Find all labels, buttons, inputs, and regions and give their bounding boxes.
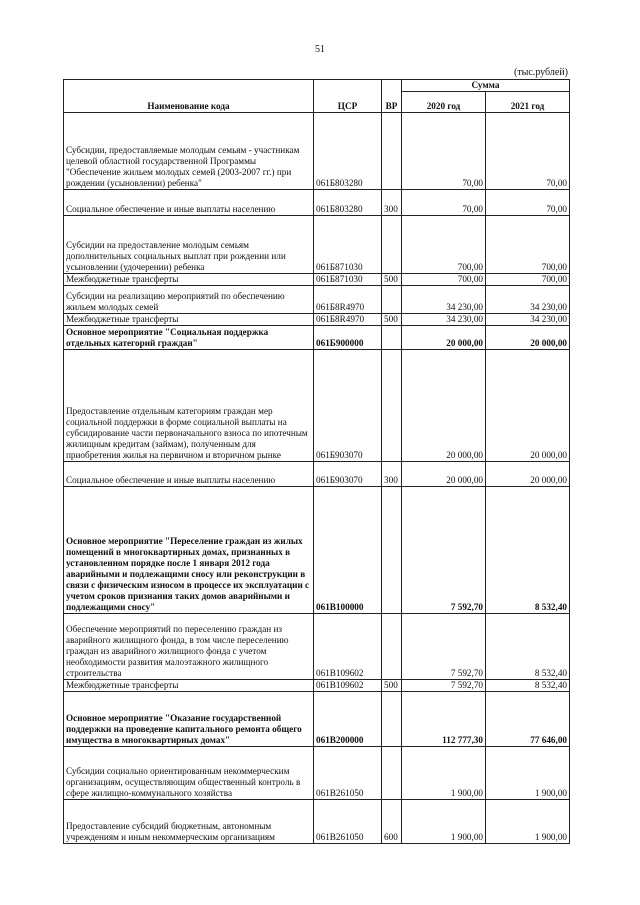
name-cell: Субсидии на реализацию мероприятий по обеспечению жильем молодых семей — [64, 286, 314, 314]
table-row — [64, 614, 570, 680]
amount-2021-cell: 70,00 — [486, 190, 570, 216]
name-cell: Основное мероприятие "Оказание государственной поддержки на проведение капитального ремонта общего имущества в многоквартирных домах" — [64, 692, 314, 747]
vr-cell: 300 — [382, 190, 402, 216]
amount-2020-cell: 112 777,30 — [402, 692, 486, 747]
amount-2020-cell: 20 000,00 — [402, 326, 486, 350]
amount-2020-cell: 34 230,00 — [402, 314, 486, 326]
amount-2021-cell: 20 000,00 — [486, 350, 570, 462]
amount-2021-cell: 34 230,00 — [486, 314, 570, 326]
amount-2020-cell: 700,00 — [402, 216, 486, 274]
table-row — [64, 692, 570, 747]
table-row — [64, 314, 570, 326]
amount-2021-cell: 8 532,40 — [486, 487, 570, 614]
amount-2020-cell: 70,00 — [402, 190, 486, 216]
units-label: (тыс.рублей) — [513, 67, 568, 78]
vr-cell — [382, 326, 402, 350]
amount-2021-cell: 34 230,00 — [486, 286, 570, 314]
amount-2021-cell: 20 000,00 — [486, 326, 570, 350]
vr-cell — [382, 747, 402, 800]
table-row — [64, 274, 570, 286]
name-cell: Субсидии на предоставление молодым семьям дополнительных социальных выплат при рождении или усыновлении (удочерении) ребенка — [64, 216, 314, 274]
vr-cell: 500 — [382, 314, 402, 326]
amount-2020-cell: 700,00 — [402, 274, 486, 286]
amount-2020-cell: 7 592,70 — [402, 614, 486, 680]
table-row — [64, 190, 570, 216]
amount-2021-cell: 77 646,00 — [486, 692, 570, 747]
vr-cell: 500 — [382, 274, 402, 286]
amount-2021-cell: 20 000,00 — [486, 462, 570, 487]
csr-cell: 061В109602 — [314, 614, 382, 680]
name-cell: Межбюджетные трансферты — [64, 680, 314, 692]
amount-2020-cell: 20 000,00 — [402, 462, 486, 487]
name-cell: Предоставление отдельным категориям граждан мер социальной поддержки в форме социальной выплаты на субсидирование части первоначального взноса по ипотечным жилищным кредитам (займам), полученным для приобретения жилья на первичном и вторичном рынке — [64, 350, 314, 462]
csr-cell: 061Б8R4970 — [314, 286, 382, 314]
table-row — [64, 350, 570, 462]
header-year-2021: 2021 год — [486, 92, 570, 113]
table-row — [64, 216, 570, 274]
name-cell: Межбюджетные трансферты — [64, 314, 314, 326]
name-cell: Субсидии социально ориентированным некоммерческим организациям, осуществляющим общественный контроль в сфере жилищно-коммунального хозяйства — [64, 747, 314, 800]
csr-cell: 061Б871030 — [314, 274, 382, 286]
amount-2020-cell: 34 230,00 — [402, 286, 486, 314]
vr-cell: 300 — [382, 462, 402, 487]
csr-cell: 061В261050 — [314, 747, 382, 800]
csr-cell: 061Б803280 — [314, 113, 382, 190]
vr-cell — [382, 692, 402, 747]
vr-cell — [382, 216, 402, 274]
amount-2020-cell: 20 000,00 — [402, 350, 486, 462]
header-name: Наименование кода — [64, 80, 314, 113]
amount-2020-cell: 1 900,00 — [402, 747, 486, 800]
amount-2020-cell: 70,00 — [402, 113, 486, 190]
amount-2021-cell: 1 900,00 — [486, 747, 570, 800]
amount-2021-cell: 1 900,00 — [486, 800, 570, 844]
csr-cell: 061Б903070 — [314, 350, 382, 462]
vr-cell: 600 — [382, 800, 402, 844]
vr-cell — [382, 614, 402, 680]
table-row — [64, 747, 570, 800]
vr-cell — [382, 286, 402, 314]
table-row — [64, 462, 570, 487]
csr-cell: 061В200000 — [314, 692, 382, 747]
table-row — [64, 800, 570, 844]
csr-cell: 061Б871030 — [314, 216, 382, 274]
csr-cell: 061Б8R4970 — [314, 314, 382, 326]
name-cell: Межбюджетные трансферты — [64, 274, 314, 286]
amount-2021-cell: 8 532,40 — [486, 614, 570, 680]
name-cell: Основное мероприятие "Переселение граждан из жилых помещений в многоквартирных домах, признанных в установленном порядке после 1 января 2012 года аварийными и подлежащими сносу или реконструкции в связи с физическим износом в процессе их эксплуатации с учетом сроков признания таких домов аварийными и подлежащими сносу" — [64, 487, 314, 614]
csr-cell: 061В261050 — [314, 800, 382, 844]
header-year-2020: 2020 год — [402, 92, 486, 113]
vr-cell — [382, 113, 402, 190]
name-cell: Социальное обеспечение и иные выплаты населению — [64, 190, 314, 216]
vr-cell: 500 — [382, 680, 402, 692]
header-sum: Сумма — [402, 80, 570, 92]
table-row — [64, 487, 570, 614]
name-cell: Предоставление субсидий бюджетным, автономным учреждениям и иным некоммерческим организациям — [64, 800, 314, 844]
amount-2020-cell: 1 900,00 — [402, 800, 486, 844]
vr-cell — [382, 350, 402, 462]
header-vr: ВР — [382, 80, 402, 113]
table-row — [64, 326, 570, 350]
table-row — [64, 113, 570, 190]
csr-cell: 061Б900000 — [314, 326, 382, 350]
amount-2021-cell: 700,00 — [486, 216, 570, 274]
name-cell: Обеспечение мероприятий по переселению граждан из аварийного жилищного фонда, в том числе переселению граждан из аварийного жилищного фонда с учетом необходимости развития малоэтажного жилищного строительства — [64, 614, 314, 680]
amount-2021-cell: 70,00 — [486, 113, 570, 190]
amount-2020-cell: 7 592,70 — [402, 487, 486, 614]
table-row — [64, 680, 570, 692]
amount-2020-cell: 7 592,70 — [402, 680, 486, 692]
csr-cell: 061В109602 — [314, 680, 382, 692]
csr-cell: 061Б803280 — [314, 190, 382, 216]
name-cell: Социальное обеспечение и иные выплаты населению — [64, 462, 314, 487]
table-body — [64, 113, 570, 844]
page-number: 51 — [315, 44, 325, 55]
vr-cell — [382, 487, 402, 614]
name-cell: Основное мероприятие "Социальная поддержка отдельных категорий граждан" — [64, 326, 314, 350]
budget-table — [63, 79, 570, 844]
amount-2021-cell: 700,00 — [486, 274, 570, 286]
csr-cell: 061Б903070 — [314, 462, 382, 487]
name-cell: Субсидии, предоставляемые молодым семьям - участникам целевой областной государственной Программы "Обеспечение жильем молодых семей (2003-2007 гг.) при рождении (усыновлении) ребенка" — [64, 113, 314, 190]
table-row — [64, 286, 570, 314]
header-csr: ЦСР — [314, 80, 382, 113]
csr-cell: 061В100000 — [314, 487, 382, 614]
amount-2021-cell: 8 532,40 — [486, 680, 570, 692]
